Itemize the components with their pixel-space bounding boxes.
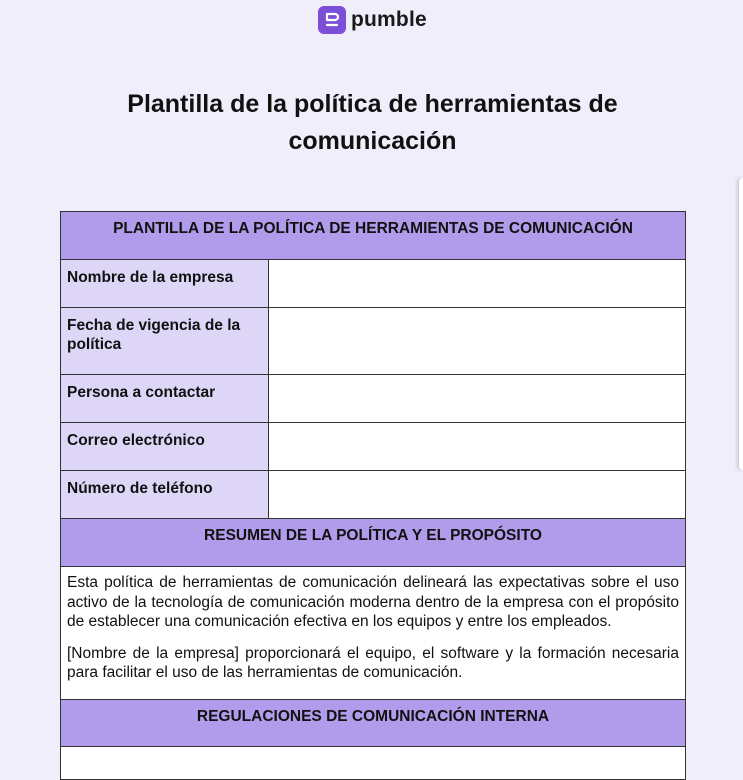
- summary-paragraph: [Nombre de la empresa] proporcionará el equipo, el software y la formación necesaria para facilitar el uso de las herramientas de comunicación.: [67, 644, 679, 681]
- internal-heading: REGULACIONES DE COMUNICACIÓN INTERNA: [61, 699, 686, 746]
- internal-header-row: [61, 699, 686, 746]
- summary-paragraph: Esta política de herramientas de comunicación delineará las expectativas sobre el uso activo de la tecnología de comunicación moderna dentro de la empresa con el propósito de establecer una comunicación efectiva en los equipos y entre los empleados.: [67, 574, 679, 630]
- table-header-row: [61, 212, 686, 260]
- summary-body-row: [61, 567, 686, 700]
- field-value-phone[interactable]: [269, 471, 686, 519]
- summary-heading: RESUMEN DE LA POLÍTICA Y EL PROPÓSITO: [61, 519, 686, 567]
- field-label-email: Correo electrónico: [61, 423, 269, 471]
- field-label-company-name: Nombre de la empresa: [61, 260, 269, 308]
- field-label-contact-person: Persona a contactar: [61, 375, 269, 423]
- field-label-effective-date: Fecha de vigencia de la política: [61, 308, 269, 375]
- pumble-logo-icon: [318, 6, 346, 34]
- field-value-contact-person[interactable]: [269, 375, 686, 423]
- policy-template-table: [60, 211, 686, 780]
- field-row-email: [61, 423, 686, 471]
- pumble-logo: [318, 6, 427, 34]
- internal-body: [61, 746, 686, 779]
- field-row-company-name: [61, 260, 686, 308]
- field-row-effective-date: [61, 308, 686, 375]
- field-value-email[interactable]: [269, 423, 686, 471]
- side-panel-edge: [739, 178, 743, 470]
- field-row-phone: [61, 471, 686, 519]
- table-header: PLANTILLA DE LA POLÍTICA DE HERRAMIENTAS DE COMUNICACIÓN: [61, 212, 686, 260]
- field-value-company-name[interactable]: [269, 260, 686, 308]
- field-value-effective-date[interactable]: [269, 308, 686, 375]
- summary-body: [61, 567, 686, 700]
- document-title: Plantilla de la política de herramientas de comunicación: [127, 90, 618, 155]
- internal-body-row: [61, 746, 686, 779]
- field-row-contact-person: [61, 375, 686, 423]
- summary-header-row: [61, 519, 686, 567]
- field-label-phone: Número de teléfono: [61, 471, 269, 519]
- brand-name: pumble: [351, 8, 427, 31]
